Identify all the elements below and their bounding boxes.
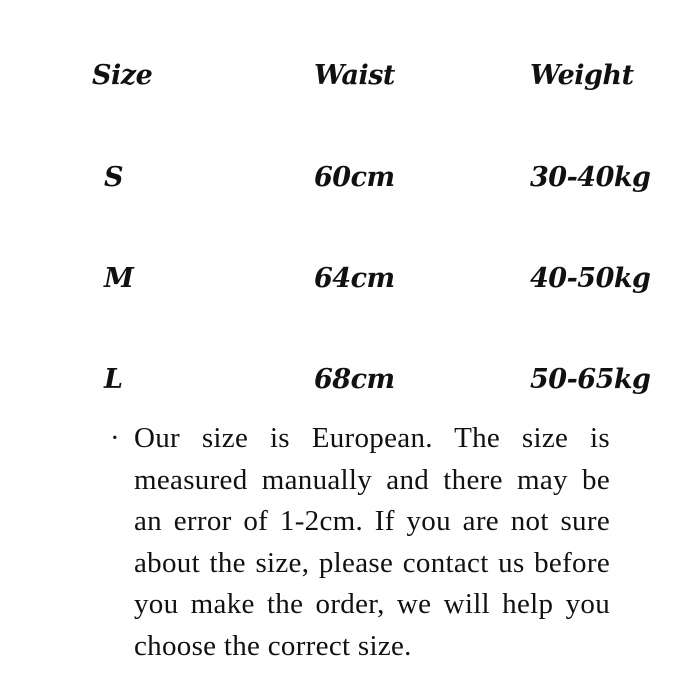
header-size: Size	[92, 60, 153, 91]
row-s-weight: 30-40kg	[530, 162, 651, 193]
row-l-size: L	[104, 364, 123, 395]
bullet-point: ·	[110, 422, 120, 454]
row-s-size: S	[104, 162, 123, 193]
row-s-waist: 60cm	[314, 162, 395, 193]
size-note	[110, 418, 610, 668]
row-m-waist: 64cm	[314, 263, 395, 294]
header-weight: Weight	[530, 60, 634, 91]
row-l-weight: 50-65kg	[530, 364, 651, 395]
header-waist: Waist	[314, 60, 395, 91]
size-note-text: Our size is European. The size is measured manually and there may be an error of 1-2cm. If you are not sure about the size, please contact us before you make the order, we will help you choose the correct size.	[134, 422, 610, 662]
row-l-waist: 68cm	[314, 364, 395, 395]
row-m-weight: 40-50kg	[530, 263, 651, 294]
row-m-size: M	[104, 263, 134, 294]
